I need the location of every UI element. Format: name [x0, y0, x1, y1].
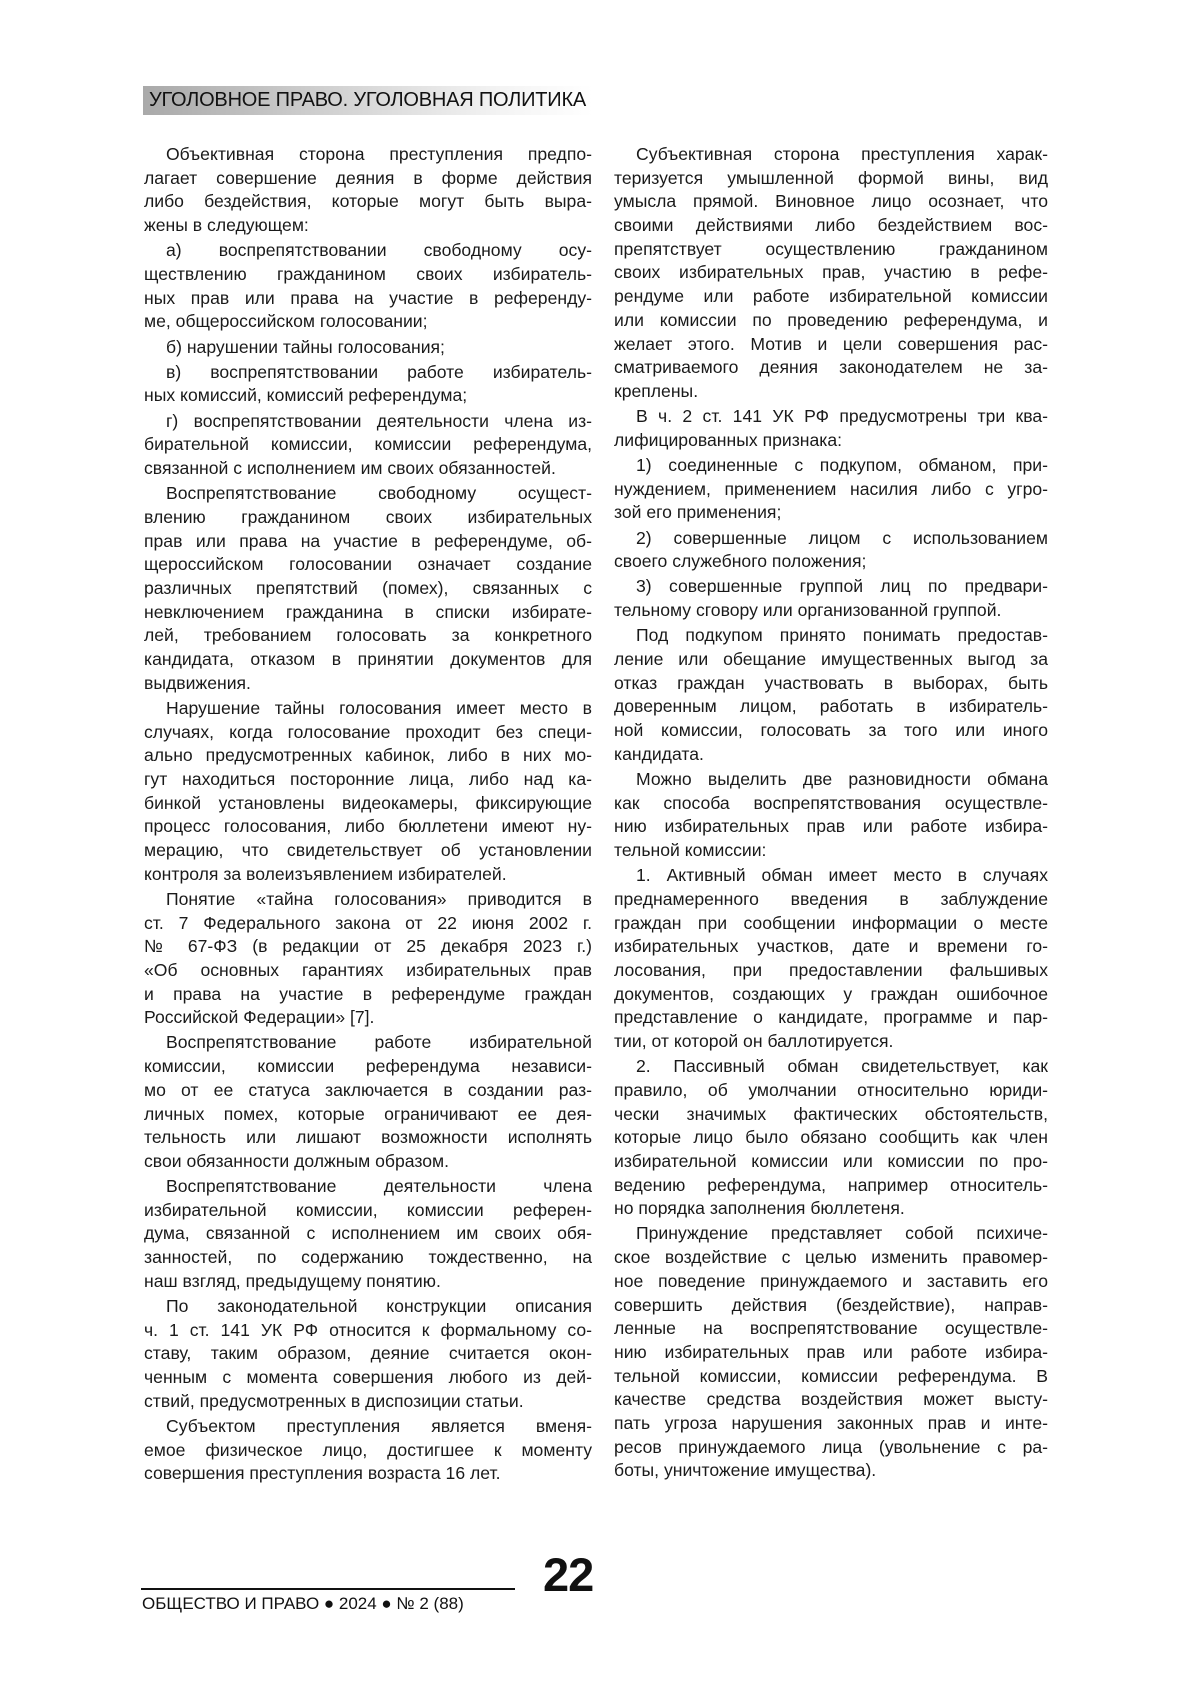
text-line: преднамеренного введения в заблуждение [614, 888, 1048, 912]
text-line: теризуется умышленной формой вины, вид [614, 167, 1048, 191]
text-line: сматриваемого деяния законодателем не за- [614, 356, 1048, 380]
text-line: как способа воспрепятствования осуществле- [614, 792, 1048, 816]
right-text-column [614, 143, 1048, 1485]
text-line: ной комиссии, голосовать за того или иного [614, 719, 1048, 743]
text-line: занностей, по содержанию тождественно, на [144, 1246, 592, 1270]
text-line: комиссии, комиссии референдума независи- [144, 1055, 592, 1079]
paragraph [144, 1295, 592, 1413]
text-line: отказ граждан участвовать в выборах, быть [614, 672, 1048, 696]
text-line: совершения преступления возраста 16 лет. [144, 1462, 592, 1486]
text-line: избирательных участков, дате и времени го- [614, 935, 1048, 959]
text-line: своих избирательных прав, участию в рефе- [614, 261, 1048, 285]
text-line: различных препятствий (помех), связанных с [144, 577, 592, 601]
text-line: зой его применения; [614, 501, 1048, 525]
text-line: лифицированных признака: [614, 429, 1048, 453]
paragraph [144, 410, 592, 481]
text-line: которые лицо было обязано сообщить как член [614, 1126, 1048, 1150]
paragraph [614, 768, 1048, 863]
text-line: Воспрепятствование свободному осущест- [144, 482, 592, 506]
text-line: избирательной комиссии или комиссии по про- [614, 1150, 1048, 1174]
text-line: Субъектом преступления является вменя- [144, 1415, 592, 1439]
paragraph [144, 336, 592, 360]
text-line: Субъективная сторона преступления харак- [614, 143, 1048, 167]
text-line: щероссийском голосовании означает создание [144, 553, 592, 577]
text-line: своими действиями либо бездействием вос- [614, 214, 1048, 238]
text-line: процесс голосования, либо бюллетени имеют ну- [144, 815, 592, 839]
text-line: Воспрепятствование деятельности члена [144, 1175, 592, 1199]
text-line: Понятие «тайна голосования» приводится в [144, 888, 592, 912]
text-line: гут находиться посторонние лица, либо над ка- [144, 768, 592, 792]
paragraph [144, 143, 592, 238]
text-line: ление или обещание имущественных выгод за [614, 648, 1048, 672]
text-line: документов, создающих у граждан ошибочное [614, 983, 1048, 1007]
text-line: лей, требованием голосовать за конкретного [144, 624, 592, 648]
paragraph [614, 1222, 1048, 1483]
text-line: ных комиссий, комиссий референдума; [144, 384, 592, 408]
text-line: наш взгляд, предыдущему понятию. [144, 1270, 592, 1294]
text-line: ленные на воспрепятствование осуществле- [614, 1317, 1048, 1341]
text-line: нуждением, применением насилия либо с угро- [614, 478, 1048, 502]
text-line: В ч. 2 ст. 141 УК РФ предусмотрены три ква- [614, 405, 1048, 429]
text-line: доверенным лицом, работать в избиратель- [614, 695, 1048, 719]
text-line: мерацию, что свидетельствует об установлении [144, 839, 592, 863]
text-line: кандидата. [614, 743, 1048, 767]
text-line: контроля за волеизъявлением избирателей. [144, 863, 592, 887]
text-line: жены в следующем: [144, 214, 592, 238]
text-line: 3) совершенные группой лиц по предвари- [614, 575, 1048, 599]
paragraph [144, 888, 592, 1030]
paragraph [614, 527, 1048, 574]
text-line: граждан при сообщении информации о месте [614, 912, 1048, 936]
text-line: тии, от которой он баллотируется. [614, 1030, 1048, 1054]
text-line: нию избирательных прав или работе избира- [614, 815, 1048, 839]
text-line: Под подкупом принято понимать предостав- [614, 624, 1048, 648]
paragraph [144, 239, 592, 334]
text-line: свои обязанности должным образом. [144, 1150, 592, 1174]
text-line: выдвижения. [144, 672, 592, 696]
text-line: 2. Пассивный обман свидетельствует, как [614, 1055, 1048, 1079]
text-line: г) воспрепятствовании деятельности члена из- [144, 410, 592, 434]
text-line: ально предусмотренных кабинок, либо в них мо- [144, 744, 592, 768]
text-line: или комиссии по проведению референдума, и [614, 309, 1048, 333]
paragraph [614, 575, 1048, 622]
text-line: препятствует осуществлению гражданином [614, 238, 1048, 262]
text-line: Воспрепятствование работе избирательной [144, 1031, 592, 1055]
text-line: ч. 1 ст. 141 УК РФ относится к формальному со- [144, 1319, 592, 1343]
text-line: По законодательной конструкции описания [144, 1295, 592, 1319]
left-text-column [144, 143, 592, 1488]
text-line: кандидата, отказом в принятии документов для [144, 648, 592, 672]
text-line: 2) совершенные лицом с использованием [614, 527, 1048, 551]
text-line: и права на участие в референдуме граждан [144, 983, 592, 1007]
text-line: ме, общероссийском голосовании; [144, 310, 592, 334]
text-line: емое физическое лицо, достигшее к моменту [144, 1439, 592, 1463]
text-line: «Об основных гарантиях избирательных прав [144, 959, 592, 983]
text-line: либо бездействия, которые могут быть выра- [144, 190, 592, 214]
text-line: ресов принуждаемого лица (увольнение с ра- [614, 1436, 1048, 1460]
paragraph [614, 405, 1048, 452]
text-line: б) нарушении тайны голосования; [144, 336, 592, 360]
text-line: личных помех, которые ограничивают ее дея- [144, 1103, 592, 1127]
text-line: представление о кандидате, программе и пар- [614, 1006, 1048, 1030]
text-line: правило, об умолчании относительно юриди- [614, 1079, 1048, 1103]
text-line: ществлению гражданином своих избиратель- [144, 263, 592, 287]
text-line: желает этого. Мотив и цели совершения рас- [614, 333, 1048, 357]
text-line: своего служебного положения; [614, 550, 1048, 574]
text-line: тельность или лишают возможности исполнять [144, 1126, 592, 1150]
text-line: бирательной комиссии, комиссии референдума, [144, 433, 592, 457]
text-line: 1. Активный обман имеет место в случаях [614, 864, 1048, 888]
section-title: УГОЛОВНОЕ ПРАВО. УГОЛОВНАЯ ПОЛИТИКА [149, 89, 586, 112]
text-line: в) воспрепятствовании работе избиратель- [144, 361, 592, 385]
text-line: влению гражданином своих избирательных [144, 506, 592, 530]
text-line: избирательной комиссии, комиссии референ- [144, 1199, 592, 1223]
text-line: Можно выделить две разновидности обмана [614, 768, 1048, 792]
text-line: рендуме или работе избирательной комиссии [614, 285, 1048, 309]
text-line: Российской Федерации» [7]. [144, 1006, 592, 1030]
text-line: случаях, когда голосование проходит без специ- [144, 721, 592, 745]
paragraph [144, 1175, 592, 1293]
text-line: чески значимых фактических обстоятельств, [614, 1103, 1048, 1127]
paragraph [614, 864, 1048, 1054]
text-line: креплены. [614, 380, 1048, 404]
text-line: мо от ее статуса заключается в создании раз- [144, 1079, 592, 1103]
text-line: качестве средства воздействия может высту- [614, 1388, 1048, 1412]
text-line: ных прав или права на участие в референду- [144, 287, 592, 311]
paragraph [144, 1031, 592, 1173]
text-line: боты, уничтожение имущества). [614, 1459, 1048, 1483]
text-line: невключением гражданина в списки избирате- [144, 601, 592, 625]
text-line: лосования, при предоставлении фальшивых [614, 959, 1048, 983]
text-line: а) воспрепятствовании свободному осу- [144, 239, 592, 263]
paragraph [144, 697, 592, 887]
text-line: тельной комиссии: [614, 839, 1048, 863]
text-line: связанной с исполнением им своих обязанностей. [144, 457, 592, 481]
text-line: лагает совершение деяния в форме действия [144, 167, 592, 191]
footer-rule [141, 1588, 515, 1590]
section-header-bar [143, 86, 593, 115]
text-line: ведению референдума, например относитель- [614, 1174, 1048, 1198]
text-line: но порядка заполнения бюллетеня. [614, 1197, 1048, 1221]
text-line: ное поведение принуждаемого и заставить его [614, 1270, 1048, 1294]
text-line: умысла прямой. Виновное лицо осознает, что [614, 190, 1048, 214]
text-line: Объективная сторона преступления предпо- [144, 143, 592, 167]
text-line: нию избирательных прав или работе избира- [614, 1341, 1048, 1365]
text-line: тельной комиссии, комиссии референдума. В [614, 1365, 1048, 1389]
text-line: ченным с момента совершения любого из дей- [144, 1366, 592, 1390]
paragraph [614, 143, 1048, 404]
text-line: Принуждение представляет собой психиче- [614, 1222, 1048, 1246]
text-line: 1) соединенные с подкупом, обманом, при- [614, 454, 1048, 478]
journal-footer: ОБЩЕСТВО И ПРАВО ● 2024 ● № 2 (88) [142, 1594, 464, 1614]
page-number: 22 [543, 1547, 593, 1602]
text-line: ствий, предусмотренных в диспозиции статьи. [144, 1390, 592, 1414]
text-line: Нарушение тайны голосования имеет место в [144, 697, 592, 721]
text-line: ское воздействие с целью изменить правомер- [614, 1246, 1048, 1270]
text-line: совершить действия (бездействие), направ- [614, 1294, 1048, 1318]
text-line: ставу, таким образом, деяние считается окон- [144, 1342, 592, 1366]
text-line: № 67-ФЗ (в редакции от 25 декабря 2023 г.) [144, 935, 592, 959]
paragraph [614, 1055, 1048, 1221]
paragraph [144, 361, 592, 408]
paragraph [144, 1415, 592, 1486]
paragraph [614, 624, 1048, 766]
text-line: ст. 7 Федерального закона от 22 июня 2002 г. [144, 912, 592, 936]
text-line: бинкой установлены видеокамеры, фиксирующие [144, 792, 592, 816]
paragraph [144, 482, 592, 695]
text-line: тельному сговору или организованной группой. [614, 599, 1048, 623]
paragraph [614, 454, 1048, 525]
text-line: прав или права на участие в референдуме, об- [144, 530, 592, 554]
text-line: пать угроза нарушения законных прав и инте- [614, 1412, 1048, 1436]
text-line: дума, связанной с исполнением им своих обя- [144, 1222, 592, 1246]
